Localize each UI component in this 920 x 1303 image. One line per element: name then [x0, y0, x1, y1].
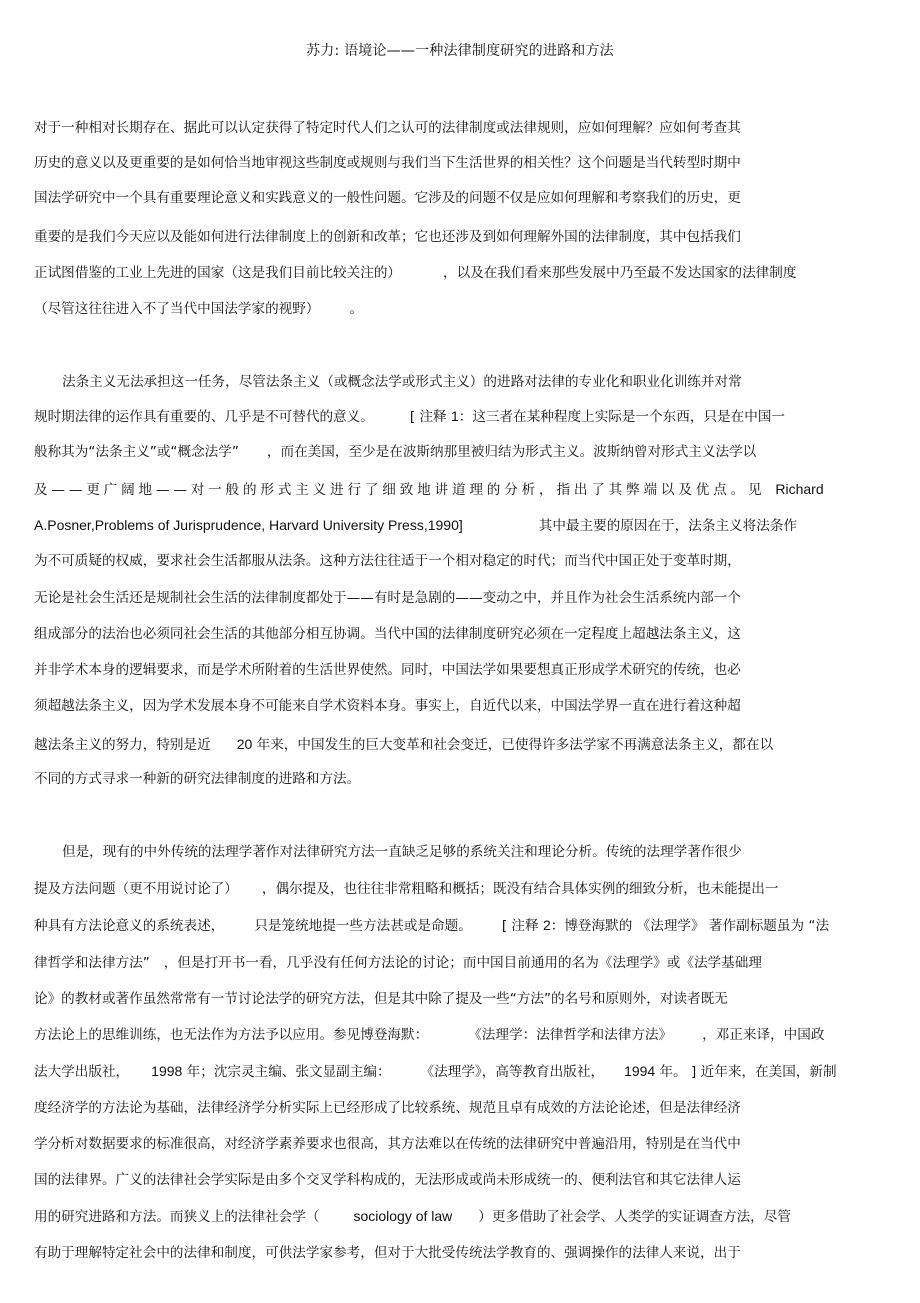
- text-line: 无论是社会生活还是规制社会生活的法律制度都处于——有时是急剧的——变动之中，并且作为社会生活系统内部一个: [34, 590, 741, 606]
- text-line: 规时期法律的运作具有重要的、几乎是不可替代的意义。 [ 注释 1：这三者在某种程度上实际是一个东西，只是在中国一: [34, 408, 786, 425]
- text-line: 对于一种相对长期存在、据此可以认定获得了特定时代人们之认可的法律制度或法律规则，应如何理解？应如何考查其: [34, 120, 741, 136]
- page-title: 苏力: 语境论——一种法律制度研究的进路和方法: [306, 43, 614, 59]
- text-line: 种具有方法论意义的系统表述， 只是笼统地提一些方法甚或是命题。 [ 注释 2：博登海默的 《法理学》 著作副标题虽为 “法: [34, 917, 830, 934]
- text-line: 论》的教材或著作虽然常常有一节讨论法学的研究方法，但是其中除了提及一些“方法”的名号和原则外，对读者既无: [34, 991, 728, 1007]
- text-line: 正试图借鉴的工业上先进的国家（这是我们目前比较关注的） ，以及在我们看来那些发展中乃至最不发达国家的法律制度: [34, 265, 797, 281]
- text-line: A.Posner,Problems of Jurisprudence, Harvard University Press,1990] 其中最主要的原因在于，法条主义将法条作: [34, 517, 798, 534]
- text-line: 有助于理解特定社会中的法律和制度，可供法学家参考，但对于大批受传统法学教育的、强调操作的法律人来说，出于: [34, 1245, 741, 1261]
- text-line: 历史的意义以及更重要的是如何恰当地审视这些制度或规则与我们当下生活世界的相关性？这个问题是当代转型时期中: [34, 155, 741, 171]
- text-line: 提及方法问题（更不用说讨论了） ，偶尔提及，也往往非常粗略和概括；既没有结合具体实例的细致分析，也未能提出一: [34, 881, 779, 897]
- text-line: 学分析对数据要求的标准很高，对经济学素养要求也很高，其方法难以在传统的法律研究中普遍沿用，特别是在当代中: [34, 1136, 741, 1152]
- text-line: 越法条主义的努力，特别是近 20 年来，中国发生的巨大变革和社会变迁，已使得许多法学家不再满意法条主义，都在以: [34, 736, 774, 753]
- text-line: 但是，现有的中外传统的法理学著作对法律研究方法一直缺乏足够的系统关注和理论分析。传统的法理学著作很少: [62, 844, 742, 860]
- text-line: 组成部分的法治也必须同社会生活的其他部分相互协调。当代中国的法律制度研究必须在一定程度上超越法条主义，这: [34, 626, 741, 642]
- text-line: 律哲学和法律方法” ，但是打开书一看，几乎没有任何方法论的讨论；而中国目前通用的名为《法理学》或《法学基础理: [34, 955, 762, 971]
- text-line: 并非学术本身的逻辑要求，而是学术所附着的生活世界使然。同时，中国法学如果要想真正形成学术研究的传统，也必: [34, 662, 741, 678]
- text-line: 用的研究进路和方法。而狭义上的法律社会学（ sociology of law ）更多借助了社会学、人类学的实证调查方法，尽管: [34, 1208, 791, 1225]
- text-line: 般称其为“法条主义”或“概念法学” ，而在美国，至少是在波斯纳那里被归结为形式主义。波斯纳曾对形式主义法学以: [34, 444, 757, 460]
- text-line: 及 — — 更 广 阔 地 — — 对 一 般 的 形 式 主 义 进 行 了 细 致 地 讲 道 理 的 分 析 ， 指 出 了 其 弊 端 以 及 优 点 。 见 Richard: [34, 481, 824, 498]
- text-line: 不同的方式寻求一种新的研究法律制度的进路和方法。: [34, 771, 361, 787]
- text-line: 重要的是我们今天应以及能如何进行法律制度上的创新和改革；它也还涉及到如何理解外国的法律制度，其中包括我们: [34, 229, 741, 245]
- text-line: 为不可质疑的权威，要求社会生活都服从法条。这种方法往往适于一个相对稳定的时代；而当代中国正处于变革时期，: [34, 553, 741, 569]
- text-line: 度经济学的方法论为基础，法律经济学分析实际上已经形成了比较系统、规范且卓有成效的方法论论述，但是法律经济: [34, 1100, 741, 1116]
- text-line: 国法学研究中一个具有重要理论意义和实践意义的一般性问题。它涉及的问题不仅是应如何理解和考察我们的历史，更: [34, 190, 741, 206]
- text-line: （尽管这往往进入不了当代中国法学家的视野） 。: [34, 301, 364, 317]
- text-line: 法条主义无法承担这一任务，尽管法条主义（或概念法学或形式主义）的进路对法律的专业化和职业化训练并对常: [62, 374, 742, 390]
- text-line: 方法论上的思维训练，也无法作为方法予以应用。参见博登海默： 《法理学：法律哲学和法律方法》 ，邓正来译，中国政: [34, 1027, 825, 1043]
- text-line: 须超越法条主义，因为学术发展本身不可能来自学术资料本身。事实上，自近代以来，中国法学界一直在进行着这种超: [34, 698, 741, 714]
- text-line: 国的法律界。广义的法律社会学实际是由多个交叉学科构成的，无法形成或尚未形成统一的、便利法官和其它法律人运: [34, 1172, 741, 1188]
- text-line: 法大学出版社， 1998 年；沈宗灵主编、张文显副主编： 《法理学》，高等教育出版社， 1994 年。 ] 近年来，在美国，新制: [34, 1063, 837, 1080]
